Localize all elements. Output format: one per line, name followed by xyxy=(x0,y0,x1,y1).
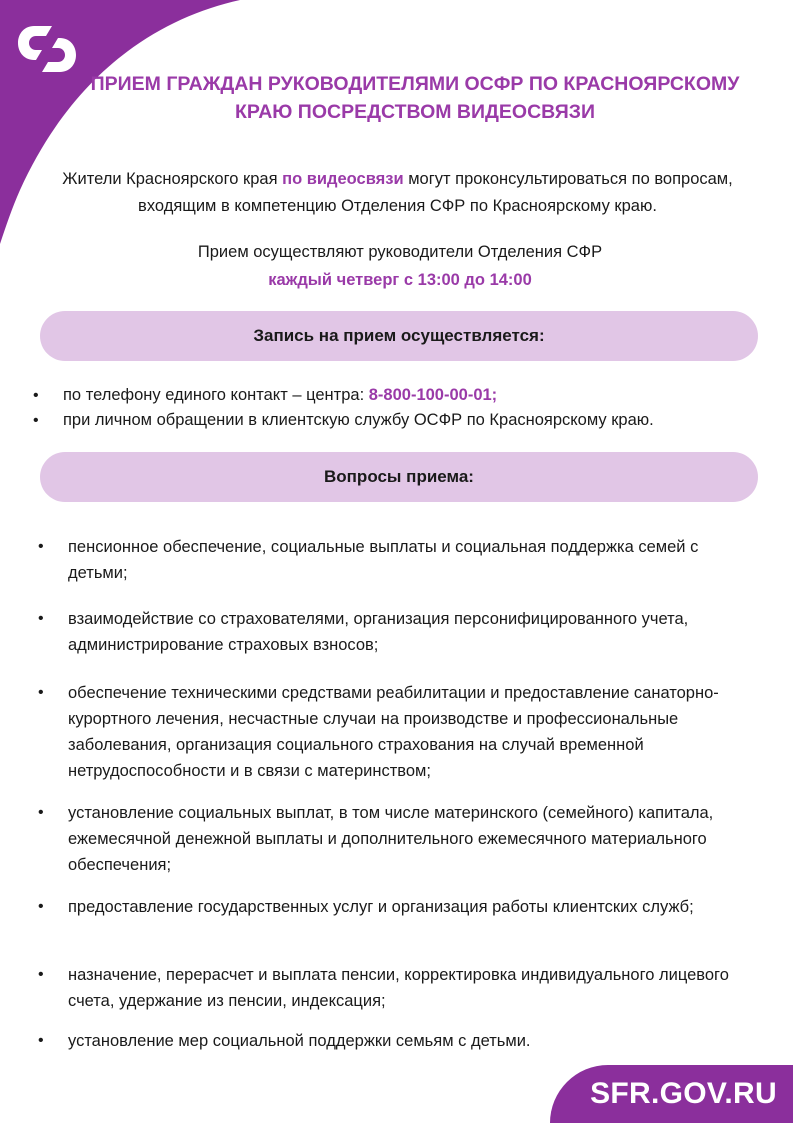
list-item: • назначение, перерасчет и выплата пенсии, корректировка индивидуального лицевого счета, удержание из пенсии, индексация; xyxy=(38,962,758,1014)
intro-highlight: по видеосвязи xyxy=(282,170,404,188)
reception-schedule: каждый четверг с 13:00 до 14:00 xyxy=(268,271,532,289)
list-item: • пенсионное обеспечение, социальные выплаты и социальная поддержка семей с детьми; xyxy=(38,534,758,586)
reception-line: Прием осуществляют руководители Отделения СФР xyxy=(197,243,603,261)
phone-number[interactable]: 8-800-100-00-01; xyxy=(368,386,498,404)
appointment-heading: Запись на прием осуществляется: xyxy=(40,311,758,361)
reception-info xyxy=(100,238,700,294)
phone-label: по телефону единого контакт – центра: xyxy=(63,386,369,404)
sfr-logo-icon xyxy=(12,20,82,78)
page-title: ПРИЕМ ГРАЖДАН РУКОВОДИТЕЛЯМИ ОСФР ПО КРАСНОЯРСКОМУ КРАЮ ПОСРЕДСТВОМ ВИДЕОСВЯЗИ xyxy=(90,73,740,123)
intro-text-start: Жители Красноярского края xyxy=(62,170,283,188)
intro-text xyxy=(40,166,755,220)
list-item: • обеспечение техническими средствами реабилитации и предоставление санаторно-курортного лечения, несчастные случаи на производстве и профессиональные заболевания, организация социального страхования на случай временной нетрудоспособности и в связи с материнством; xyxy=(38,680,758,784)
list-item: • установление мер социальной поддержки семьям с детьми. xyxy=(38,1028,531,1054)
list-item: • установление социальных выплат, в том числе материнского (семейного) капитала, ежемесячной денежной выплаты и дополнительного ежемесячного материального обеспечения; xyxy=(38,800,758,878)
topics-heading: Вопросы приема: xyxy=(40,452,758,502)
list-item xyxy=(33,383,773,408)
list-item: • предоставление государственных услуг и организация работы клиентских служб; xyxy=(38,894,694,920)
footer-site-link[interactable]: SFR.GOV.RU xyxy=(550,1065,793,1123)
intro-text-end: могут проконсультироваться по вопросам, входящим в компетенцию Отделения СФР по Красноярскому краю. xyxy=(138,170,733,215)
appointment-list xyxy=(33,383,773,433)
list-item: • при личном обращении в клиентскую службу ОСФР по Красноярскому краю. xyxy=(33,408,773,433)
list-item: • взаимодействие со страхователями, организация персонифицированного учета, администрирование страховых взносов; xyxy=(38,606,758,658)
